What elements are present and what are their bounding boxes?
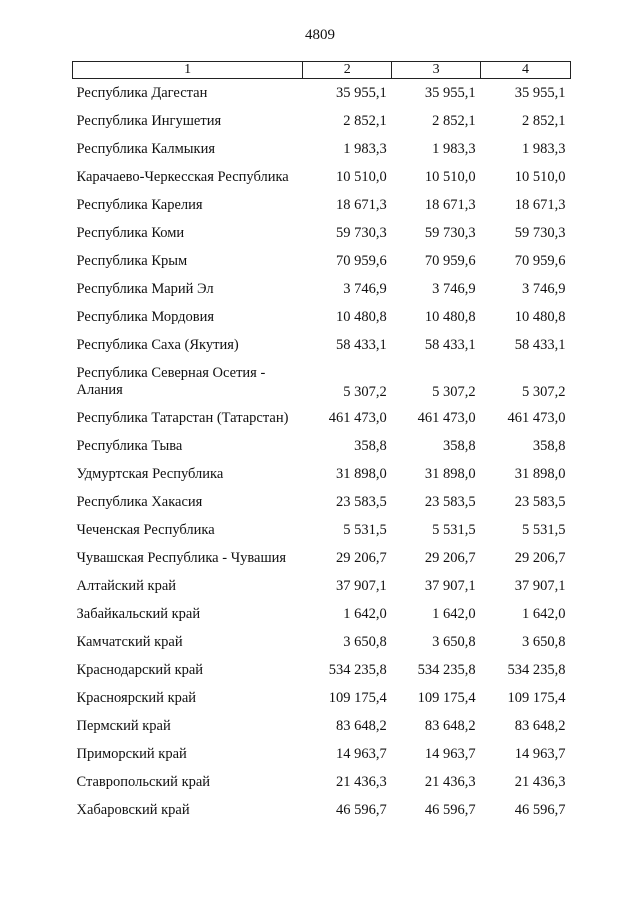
region-name: Забайкальский край xyxy=(76,605,201,622)
region-name: Республика Мордовия xyxy=(76,308,215,325)
region-name: Республика Татарстан (Татарстан) xyxy=(76,409,289,426)
table-row xyxy=(73,135,571,163)
value-col-3: 35 955,1 xyxy=(424,84,476,101)
region-name: Республика Калмыкия xyxy=(76,140,215,157)
value-col-4: 83 648,2 xyxy=(514,717,566,734)
region-name: Республика Саха (Якутия) xyxy=(76,336,239,353)
region-name: Приморский край xyxy=(76,745,187,762)
region-name: Краснодарский край xyxy=(76,661,204,678)
value-col-4: 31 898,0 xyxy=(514,465,566,482)
value-col-4: 3 746,9 xyxy=(522,280,566,297)
table-row xyxy=(73,740,571,768)
value-col-2: 37 907,1 xyxy=(335,577,387,594)
table-row xyxy=(73,404,571,432)
table-row xyxy=(73,768,571,796)
table-row xyxy=(73,303,571,331)
value-col-2: 58 433,1 xyxy=(335,336,387,353)
column-header-1: 1 xyxy=(73,62,303,79)
table-row xyxy=(73,488,571,516)
value-col-2: 3 650,8 xyxy=(343,633,387,650)
value-col-4: 2 852,1 xyxy=(522,112,566,129)
region-name: Республика Карелия xyxy=(76,196,203,213)
value-col-2: 29 206,7 xyxy=(335,549,387,566)
value-col-4: 18 671,3 xyxy=(514,196,566,213)
region-name: Ставропольский край xyxy=(76,773,211,790)
value-col-3: 37 907,1 xyxy=(424,577,476,594)
value-col-2: 35 955,1 xyxy=(335,84,387,101)
value-col-4: 23 583,5 xyxy=(514,493,566,510)
table-body xyxy=(73,79,571,825)
value-col-4: 3 650,8 xyxy=(522,633,566,650)
table-row xyxy=(73,219,571,247)
value-col-3: 1 983,3 xyxy=(432,140,476,157)
allocation-table xyxy=(72,61,571,824)
value-col-4: 14 963,7 xyxy=(514,745,566,762)
table-row xyxy=(73,656,571,684)
value-col-4: 29 206,7 xyxy=(514,549,566,566)
value-col-4: 70 959,6 xyxy=(514,252,566,269)
value-col-2: 83 648,2 xyxy=(335,717,387,734)
region-name: Карачаево-Черкесская Республика xyxy=(76,168,289,185)
value-col-4: 1 983,3 xyxy=(522,140,566,157)
value-col-3: 5 307,2 xyxy=(432,384,476,400)
value-col-2: 3 746,9 xyxy=(343,280,387,297)
column-header-3: 3 xyxy=(392,62,481,79)
region-name: Алтайский край xyxy=(76,577,177,594)
value-col-2: 1 642,0 xyxy=(343,605,387,622)
region-name: Чеченская Республика xyxy=(76,521,215,538)
value-col-2: 31 898,0 xyxy=(335,465,387,482)
value-col-3: 461 473,0 xyxy=(417,409,476,426)
table-row xyxy=(73,684,571,712)
value-col-4: 461 473,0 xyxy=(507,409,566,426)
value-col-4: 5 307,2 xyxy=(522,384,566,400)
value-col-3: 5 531,5 xyxy=(432,521,476,538)
value-col-3: 3 650,8 xyxy=(432,633,476,650)
table-row xyxy=(73,432,571,460)
value-col-2: 70 959,6 xyxy=(335,252,387,269)
value-col-3: 534 235,8 xyxy=(417,661,476,678)
value-col-3: 59 730,3 xyxy=(424,224,476,241)
region-name: Республика Хакасия xyxy=(76,493,203,510)
value-col-2: 14 963,7 xyxy=(335,745,387,762)
value-col-2: 358,8 xyxy=(354,437,387,454)
region-name: Удмуртская Республика xyxy=(76,465,224,482)
region-name: Республика Тыва xyxy=(76,437,183,454)
value-col-4: 10 480,8 xyxy=(514,308,566,325)
table-row xyxy=(73,460,571,488)
region-name: Красноярский край xyxy=(76,689,197,706)
region-name: Республика Крым xyxy=(76,252,188,269)
value-col-3: 58 433,1 xyxy=(424,336,476,353)
value-col-2: 2 852,1 xyxy=(343,112,387,129)
table-row xyxy=(73,331,571,359)
value-col-3: 10 510,0 xyxy=(424,168,476,185)
value-col-3: 2 852,1 xyxy=(432,112,476,129)
region-name: Республика Коми xyxy=(76,224,185,241)
table-row xyxy=(73,163,571,191)
value-col-3: 70 959,6 xyxy=(424,252,476,269)
value-col-2: 5 531,5 xyxy=(343,521,387,538)
value-col-4: 10 510,0 xyxy=(514,168,566,185)
value-col-3: 14 963,7 xyxy=(424,745,476,762)
value-col-4: 58 433,1 xyxy=(514,336,566,353)
value-col-2: 534 235,8 xyxy=(328,661,387,678)
table-row xyxy=(73,359,571,404)
value-col-4: 37 907,1 xyxy=(514,577,566,594)
region-name: Чувашская Республика - Чувашия xyxy=(76,549,287,566)
value-col-4: 5 531,5 xyxy=(522,521,566,538)
table-row xyxy=(73,544,571,572)
value-col-3: 109 175,4 xyxy=(417,689,476,706)
value-col-4: 109 175,4 xyxy=(507,689,566,706)
column-header-4: 4 xyxy=(481,62,571,79)
value-col-3: 83 648,2 xyxy=(424,717,476,734)
table-row xyxy=(73,191,571,219)
table-row xyxy=(73,247,571,275)
value-col-2: 18 671,3 xyxy=(335,196,387,213)
value-col-3: 21 436,3 xyxy=(424,773,476,790)
value-col-2: 10 480,8 xyxy=(335,308,387,325)
value-col-3: 18 671,3 xyxy=(424,196,476,213)
page-number: 4809 xyxy=(305,27,335,43)
column-header-2: 2 xyxy=(303,62,392,79)
region-name: Хабаровский край xyxy=(76,801,190,818)
value-col-2: 46 596,7 xyxy=(335,801,387,818)
region-name: Республика Марий Эл xyxy=(76,280,214,297)
value-col-2: 1 983,3 xyxy=(343,140,387,157)
value-col-4: 46 596,7 xyxy=(514,801,566,818)
value-col-2: 59 730,3 xyxy=(335,224,387,241)
table-row xyxy=(73,712,571,740)
region-name: Камчатский край xyxy=(76,633,183,650)
value-col-3: 358,8 xyxy=(442,437,476,454)
table-row xyxy=(73,572,571,600)
region-name: Республика Ингушетия xyxy=(76,112,222,129)
region-name: Республика Дагестан xyxy=(76,84,208,101)
value-col-2: 10 510,0 xyxy=(335,168,387,185)
value-col-4: 59 730,3 xyxy=(514,224,566,241)
table-row xyxy=(73,796,571,824)
value-col-3: 29 206,7 xyxy=(424,549,476,566)
value-col-3: 3 746,9 xyxy=(432,280,476,297)
value-col-3: 46 596,7 xyxy=(424,801,476,818)
value-col-2: 109 175,4 xyxy=(328,689,387,706)
table-row xyxy=(73,107,571,135)
table-row xyxy=(73,600,571,628)
value-col-2: 5 307,2 xyxy=(343,384,387,400)
value-col-4: 1 642,0 xyxy=(522,605,566,622)
value-col-3: 10 480,8 xyxy=(424,308,476,325)
value-col-4: 358,8 xyxy=(532,437,566,454)
value-col-4: 35 955,1 xyxy=(514,84,566,101)
value-col-3: 1 642,0 xyxy=(432,605,476,622)
table-header xyxy=(73,62,571,79)
region-name: Пермский край xyxy=(76,717,171,734)
value-col-3: 23 583,5 xyxy=(424,493,476,510)
value-col-2: 21 436,3 xyxy=(335,773,387,790)
value-col-3: 31 898,0 xyxy=(424,465,476,482)
value-col-4: 534 235,8 xyxy=(507,661,566,678)
value-col-2: 23 583,5 xyxy=(335,493,387,510)
region-name: Республика Северная Осетия - Алания xyxy=(76,364,266,398)
header-row xyxy=(73,62,571,79)
value-col-4: 21 436,3 xyxy=(514,773,566,790)
table-row xyxy=(73,275,571,303)
table-row xyxy=(73,628,571,656)
table-row xyxy=(73,516,571,544)
value-col-2: 461 473,0 xyxy=(328,409,387,426)
table-row xyxy=(73,79,571,108)
